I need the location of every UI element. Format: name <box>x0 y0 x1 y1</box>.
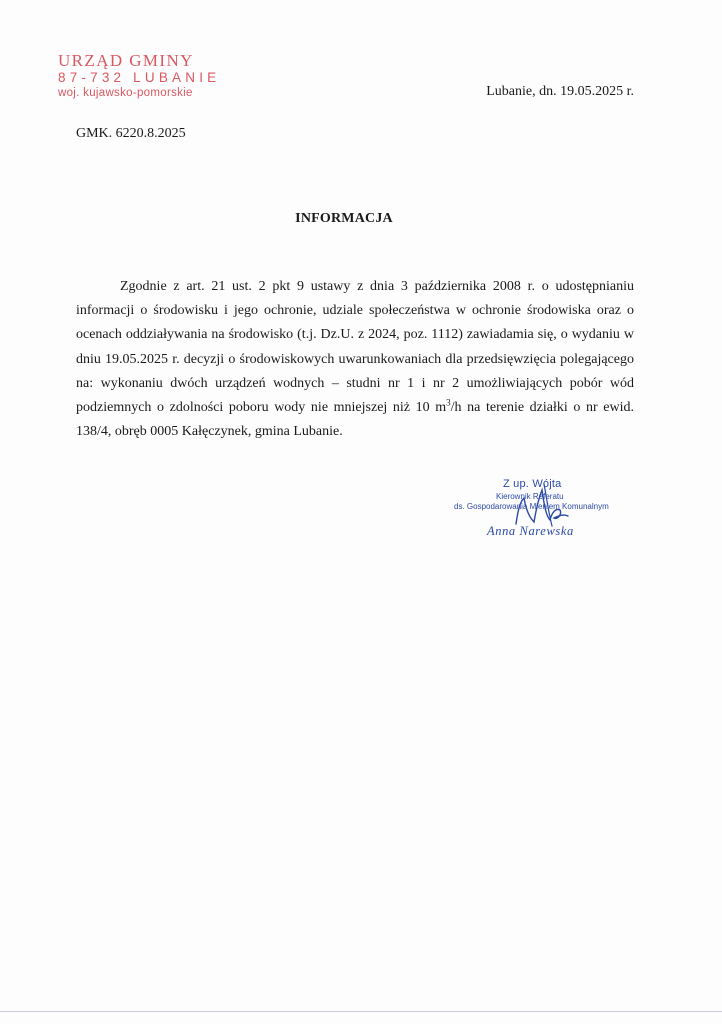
page-edge-divider <box>0 1011 722 1012</box>
body-text-main: Zgodnie z art. 21 ust. 2 pkt 9 ustawy z dnia 3 października 2008 r. o udostępnianiu informacji o środowisku i jego ochronie, udziale społeczeństwa w ochronie środowiska oraz o ocenach oddziaływania na środowisko (t.j. Dz.U. z 2024, poz. 1112) zawiadamia się, o wydaniu w dniu 19.05.2025 r. decyzji o środowiskowych uwarunkowaniach dla przedsięwzięcia polegającego na: wykonaniu dwóch urządzeń wodnych – studni nr 1 i nr 2 umożliwiających pobór wód podziemnych o zdolności poboru wody nie mniejszej niż 10 m <box>76 279 634 416</box>
unit-superscript: 3 <box>446 397 451 408</box>
signature-role-department: ds. Gospodarowania Mieniem Komunalnym <box>454 502 609 511</box>
body-text-end: /h na terenie działki o nr ewid. 138/4, obręb 0005 Kałęczynek, gmina Lubanie. <box>76 400 634 440</box>
signatory-name: Anna Narewska <box>487 524 574 538</box>
stamp-voivodeship: woj. kujawsko-pomorskie <box>58 86 193 99</box>
stamp-postal-address: 87-732 LUBANIE <box>58 70 221 85</box>
signature-role-title: Kierownik Referatu <box>496 492 564 501</box>
body-paragraph <box>76 275 634 444</box>
place-and-date: Lubanie, dn. 19.05.2025 r. <box>486 84 634 99</box>
reference-number: GMK. 6220.8.2025 <box>76 126 186 141</box>
signature-block <box>440 475 640 545</box>
document-body <box>76 275 634 444</box>
signature-on-behalf: Z up. Wójta <box>503 478 562 490</box>
stamp-office-name: URZĄD GMINY <box>58 51 194 70</box>
office-stamp <box>58 52 238 99</box>
document-title: INFORMACJA <box>295 211 393 226</box>
